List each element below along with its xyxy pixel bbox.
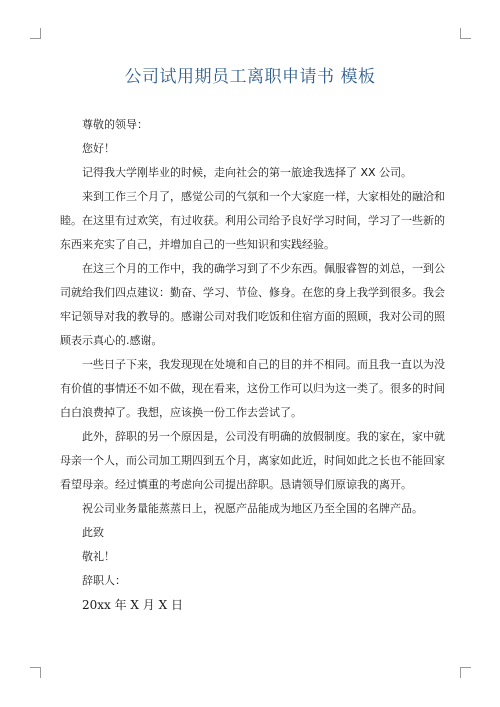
document-title: 公司试用期员工离职申请书 模板: [124, 67, 376, 87]
document-body: [60, 113, 450, 617]
crop-mark-bottom-right: [460, 667, 471, 678]
crop-mark-top-left: [30, 28, 41, 39]
body-paragraph-1: 记得我大学刚毕业的时候，走向社会的第一旅途我选择了 XX 公司。: [82, 166, 413, 179]
body-paragraph-5: 此外，辞职的另一个原因是，公司没有明确的放假制度。我的家在，家中就母亲一个人，而公司加工期四到五个月，离家如此近，时间如此之长也不能回家看望母亲。经过慎重的考虑向公司提出辞职。恳请领导们原谅我的离开。: [60, 430, 445, 491]
signature-date: 20xx 年 X 月 X 日: [82, 598, 183, 612]
crop-mark-top-right: [460, 28, 471, 39]
body-paragraph-4: 一些日子下来，我发现现在处境和自己的目的并不相同。而且我一直以为没有价值的事情还不如不做，现在看来，这份工作可以归为这一类了。很多的时间白白浪费掉了。我想，应该换一份工作去尝试了。: [60, 358, 445, 419]
body-paragraph-3: 在这三个月的工作中，我的确学习到了不少东西。佩服睿智的刘总，一到公司就给我们四点建议：勤奋、学习、节俭、修身。在您的身上我学到很多。我会牢记领导对我的教导的。感谢公司对我们吃饭和住宿方面的照顾，我对公司的照顾表示真心的.感谢。: [60, 262, 445, 347]
body-paragraph-2: 来到工作三个月了，感觉公司的气氛和一个大家庭一样，大家相处的融洽和睦。在这里有过欢笑，有过收获。利用公司给予良好学习时间，学习了一些新的东西来充实了自己，并增加自己的一些知识和实践经验。: [60, 190, 445, 251]
signature-label: 辞职人：: [82, 574, 126, 587]
salutation: 尊敬的领导：: [82, 118, 148, 131]
closing-salute: 敬礼！: [82, 550, 115, 563]
crop-mark-bottom-left: [30, 667, 41, 678]
greeting: 您好！: [82, 142, 115, 155]
closing-wish: 祝公司业务量能蒸蒸日上，祝愿产品能成为地区乃至全国的名牌产品。: [82, 502, 423, 515]
closing-phrase: 此致: [82, 526, 104, 539]
